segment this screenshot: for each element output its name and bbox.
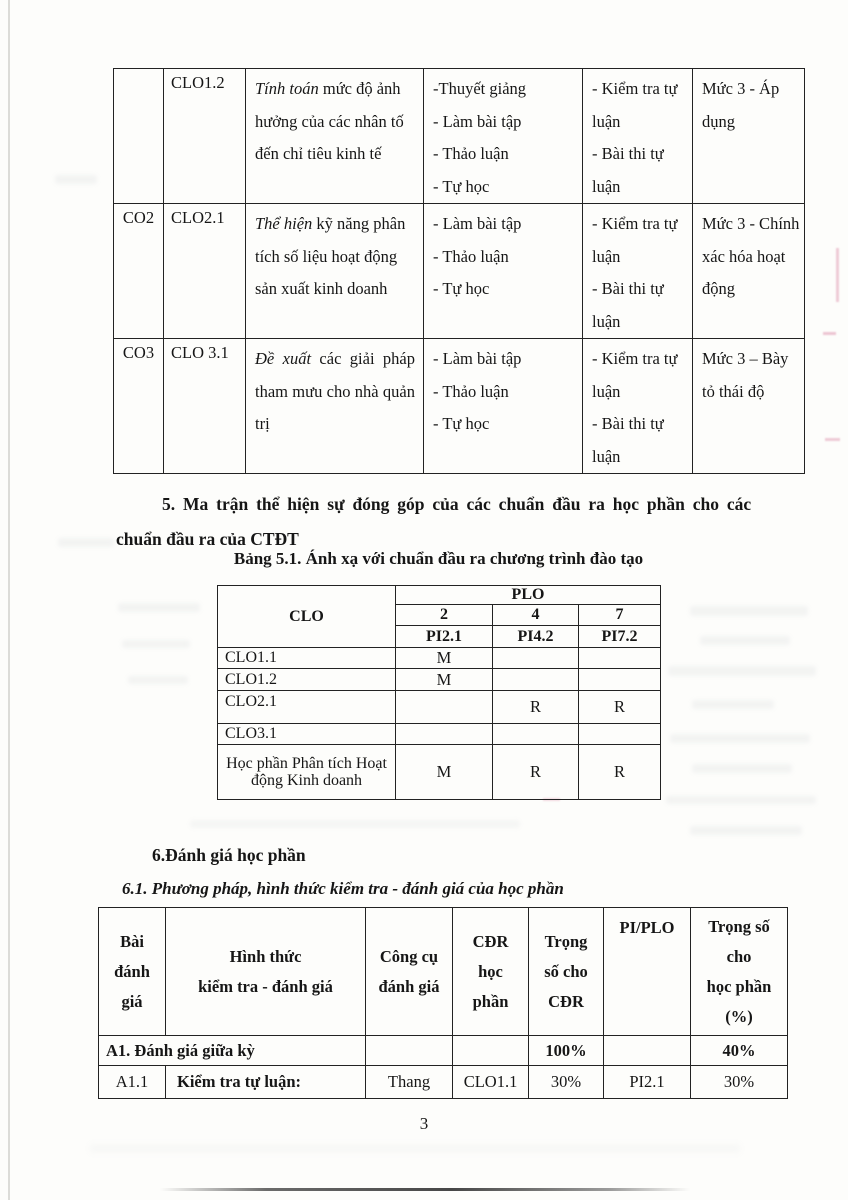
header-line: số cho bbox=[544, 961, 588, 981]
bleed-through-smudge bbox=[692, 700, 774, 709]
clo-description-text: kỹ năng phân tích số liệu hoạt động sản xuất kinh doanh bbox=[255, 214, 406, 298]
mapping-value bbox=[493, 724, 579, 745]
clo-row-label: CLO1.2 bbox=[218, 669, 396, 691]
teaching-methods-cell bbox=[424, 204, 583, 339]
clo-description-lead: Thể hiện bbox=[255, 214, 313, 233]
table-row bbox=[114, 204, 805, 339]
pink-margin-mark bbox=[825, 438, 840, 441]
pi-label-cell: PI4.2 bbox=[493, 626, 579, 648]
level-cell bbox=[693, 69, 805, 204]
header-line: kiểm tra - đánh giá bbox=[198, 976, 333, 996]
bleed-through-smudge bbox=[700, 636, 790, 645]
teaching-methods-cell bbox=[424, 339, 583, 474]
clo-description-cell bbox=[246, 339, 424, 474]
header-trong-so-cdr bbox=[529, 908, 604, 1036]
clo-header-cell: CLO bbox=[218, 586, 396, 648]
level-cell bbox=[693, 204, 805, 339]
header-line: Bài bbox=[120, 931, 144, 951]
empty-cell bbox=[453, 1036, 529, 1066]
group-course-weight: 40% bbox=[691, 1036, 788, 1066]
header-line: Công cụ bbox=[379, 946, 439, 966]
group-label: A1. Đánh giá giữa kỳ bbox=[99, 1036, 366, 1066]
method-item: - Làm bài tập bbox=[433, 214, 522, 233]
co-cell bbox=[114, 69, 164, 204]
table-header-row bbox=[99, 908, 788, 1036]
method-item: - Làm bài tập bbox=[433, 349, 522, 368]
co-cell bbox=[114, 204, 164, 339]
pi-label-cell: PI2.1 bbox=[396, 626, 493, 648]
assessment-tool: Thang bbox=[366, 1066, 453, 1099]
method-item: - Thảo luận bbox=[433, 246, 509, 266]
pink-margin-mark bbox=[823, 332, 836, 335]
header-hinh-thuc bbox=[166, 908, 366, 1036]
assessment-item: - Kiểm tra tự luận bbox=[592, 79, 678, 131]
clo-outcomes-table bbox=[113, 68, 805, 474]
bleed-through-smudge bbox=[690, 826, 802, 835]
clo-description-text: các giải pháp tham mưu cho nhà quản trị bbox=[255, 349, 415, 433]
bleed-through-smudge bbox=[128, 676, 188, 684]
clo-description-text: mức độ ảnh hưởng của các nhân tố đến chỉ tiêu kinh tế bbox=[255, 79, 404, 163]
level-label: Mức 3 – Bày tỏ thái độ bbox=[702, 349, 789, 401]
clo-description-lead: Đề xuất bbox=[255, 349, 312, 368]
header-line: Hình thức bbox=[229, 946, 302, 966]
bleed-through-smudge bbox=[55, 175, 97, 184]
bleed-through-smudge bbox=[190, 820, 520, 828]
assessment-form: Kiểm tra tự luận: bbox=[166, 1066, 366, 1099]
clo-cell bbox=[164, 339, 246, 474]
level-label: Mức 3 - Chính xác hóa hoạt động bbox=[702, 214, 800, 298]
method-item: -Thuyết giảng bbox=[433, 79, 527, 98]
bleed-through-smudge bbox=[692, 764, 792, 773]
bleed-through-smudge bbox=[58, 538, 114, 547]
assessment-cell bbox=[583, 204, 693, 339]
clo-description-lead: Tính toán bbox=[255, 79, 319, 98]
mapping-value: R bbox=[579, 745, 661, 800]
group-cdr-weight: 100% bbox=[529, 1036, 604, 1066]
plo-mapping-table bbox=[217, 585, 661, 800]
clo-label: CLO 3.1 bbox=[171, 343, 229, 362]
method-item: - Tự học bbox=[433, 279, 490, 298]
table-row bbox=[114, 69, 805, 204]
header-line: Trọng số bbox=[708, 916, 770, 936]
clo-cell bbox=[164, 69, 246, 204]
header-bai-danh-gia bbox=[99, 908, 166, 1036]
group-row-a1 bbox=[99, 1036, 788, 1066]
detail-row-a1-1 bbox=[99, 1066, 788, 1099]
assessment-cell bbox=[583, 339, 693, 474]
mapping-value: M bbox=[396, 745, 493, 800]
clo-label: CLO2.1 bbox=[171, 208, 225, 227]
empty-cell bbox=[366, 1036, 453, 1066]
assessment-cdr: CLO1.1 bbox=[453, 1066, 529, 1099]
header-line: (%) bbox=[725, 1006, 753, 1026]
plo-number-cell: 4 bbox=[493, 605, 579, 626]
header-line: Trọng bbox=[544, 931, 588, 951]
bleed-through-smudge bbox=[118, 603, 200, 612]
level-cell bbox=[693, 339, 805, 474]
header-line: học phần bbox=[706, 976, 772, 996]
mapping-value bbox=[396, 691, 493, 724]
method-item: - Tự học bbox=[433, 176, 490, 196]
bleed-through-smudge bbox=[670, 734, 810, 743]
method-item: - Thảo luận bbox=[433, 144, 509, 163]
pi-label-cell: PI7.2 bbox=[579, 626, 661, 648]
co-cell bbox=[114, 339, 164, 474]
co-label: CO3 bbox=[122, 343, 155, 362]
table-row bbox=[218, 691, 661, 724]
bleed-through-smudge bbox=[690, 606, 808, 616]
mapping-value bbox=[579, 669, 661, 691]
plo-number-cell: 2 bbox=[396, 605, 493, 626]
section-5-title-line2: chuẩn đầu ra của CTĐT bbox=[116, 529, 299, 549]
table-row bbox=[114, 339, 805, 474]
pink-margin-mark bbox=[836, 248, 839, 302]
assessment-item: - Bài thi tự luận bbox=[592, 414, 664, 466]
page-number: 3 bbox=[419, 1114, 429, 1133]
assessment-id: A1.1 bbox=[99, 1066, 166, 1099]
section-5-title-line1: 5. Ma trận thể hiện sự đóng góp của các chuẩn đầu ra học phần cho các bbox=[162, 494, 752, 514]
mapping-value: R bbox=[579, 691, 661, 724]
mapping-value: M bbox=[396, 669, 493, 691]
bleed-through-smudge bbox=[122, 640, 190, 648]
assessment-item: - Bài thi tự luận bbox=[592, 279, 664, 331]
header-line: đánh bbox=[114, 961, 150, 981]
section-5-heading bbox=[116, 487, 794, 557]
clo-row-label: CLO2.1 bbox=[218, 691, 396, 724]
assessment-item: - Bài thi tự luận bbox=[592, 144, 664, 196]
table-row bbox=[218, 586, 661, 605]
assessment-course-weight: 30% bbox=[691, 1066, 788, 1099]
bleed-through-smudge bbox=[668, 666, 816, 676]
level-label: Mức 3 - Áp dụng bbox=[702, 79, 780, 131]
assessment-pi: PI2.1 bbox=[604, 1066, 691, 1099]
assessment-methods-table bbox=[98, 907, 788, 1099]
table-row bbox=[218, 745, 661, 800]
mapping-value bbox=[493, 648, 579, 669]
empty-cell bbox=[604, 1036, 691, 1066]
plo-header-cell: PLO bbox=[396, 586, 661, 605]
mapping-value bbox=[396, 724, 493, 745]
clo-description-cell bbox=[246, 204, 424, 339]
header-line: phần bbox=[472, 991, 509, 1011]
table-row bbox=[218, 724, 661, 745]
section-6-1-heading: 6.1. Phương pháp, hình thức kiểm tra - đánh giá của học phần bbox=[122, 879, 564, 898]
method-item: - Làm bài tập bbox=[433, 111, 522, 131]
scan-edge-left bbox=[8, 0, 10, 1200]
header-line: cho bbox=[726, 946, 752, 966]
scan-shadow-line bbox=[160, 1188, 690, 1191]
header-line: PI/PLO bbox=[619, 918, 675, 937]
course-row-label: Học phần Phân tích Hoạt động Kinh doanh bbox=[218, 745, 396, 800]
teaching-methods-cell bbox=[424, 69, 583, 204]
assessment-cell bbox=[583, 69, 693, 204]
co-label: CO2 bbox=[122, 208, 155, 227]
clo-label: CLO1.2 bbox=[171, 73, 225, 92]
table-row bbox=[218, 669, 661, 691]
header-line: giá bbox=[121, 991, 143, 1011]
mapping-value bbox=[579, 724, 661, 745]
mapping-value bbox=[493, 669, 579, 691]
header-cong-cu bbox=[366, 908, 453, 1036]
clo-description-cell bbox=[246, 69, 424, 204]
assessment-cdr-weight: 30% bbox=[529, 1066, 604, 1099]
assessment-item: - Kiểm tra tự luận bbox=[592, 349, 678, 401]
header-trong-so-hoc-phan bbox=[691, 908, 788, 1036]
table-row bbox=[218, 648, 661, 669]
mapping-value: R bbox=[493, 745, 579, 800]
assessment-item: - Kiểm tra tự luận bbox=[592, 214, 678, 266]
method-item: - Thảo luận bbox=[433, 381, 509, 401]
header-pi-plo bbox=[604, 908, 691, 1036]
header-line: học bbox=[478, 961, 503, 981]
method-item: - Tự học bbox=[433, 414, 490, 433]
mapping-value: M bbox=[396, 648, 493, 669]
mapping-value: R bbox=[493, 691, 579, 724]
clo-row-label: CLO1.1 bbox=[218, 648, 396, 669]
scan-band bbox=[90, 1144, 740, 1153]
header-line: đánh giá bbox=[378, 976, 440, 996]
clo-row-label: CLO3.1 bbox=[218, 724, 396, 745]
header-line: CĐR bbox=[472, 931, 509, 951]
bleed-through-smudge bbox=[666, 796, 816, 804]
clo-cell bbox=[164, 204, 246, 339]
mapping-value bbox=[579, 648, 661, 669]
header-cdr-hoc-phan bbox=[453, 908, 529, 1036]
plo-number-cell: 7 bbox=[579, 605, 661, 626]
header-line: CĐR bbox=[548, 991, 584, 1011]
table-5-1-caption: Bảng 5.1. Ánh xạ với chuẩn đầu ra chương trình đào tạo bbox=[233, 549, 644, 568]
section-6-heading: 6.Đánh giá học phần bbox=[152, 845, 306, 865]
